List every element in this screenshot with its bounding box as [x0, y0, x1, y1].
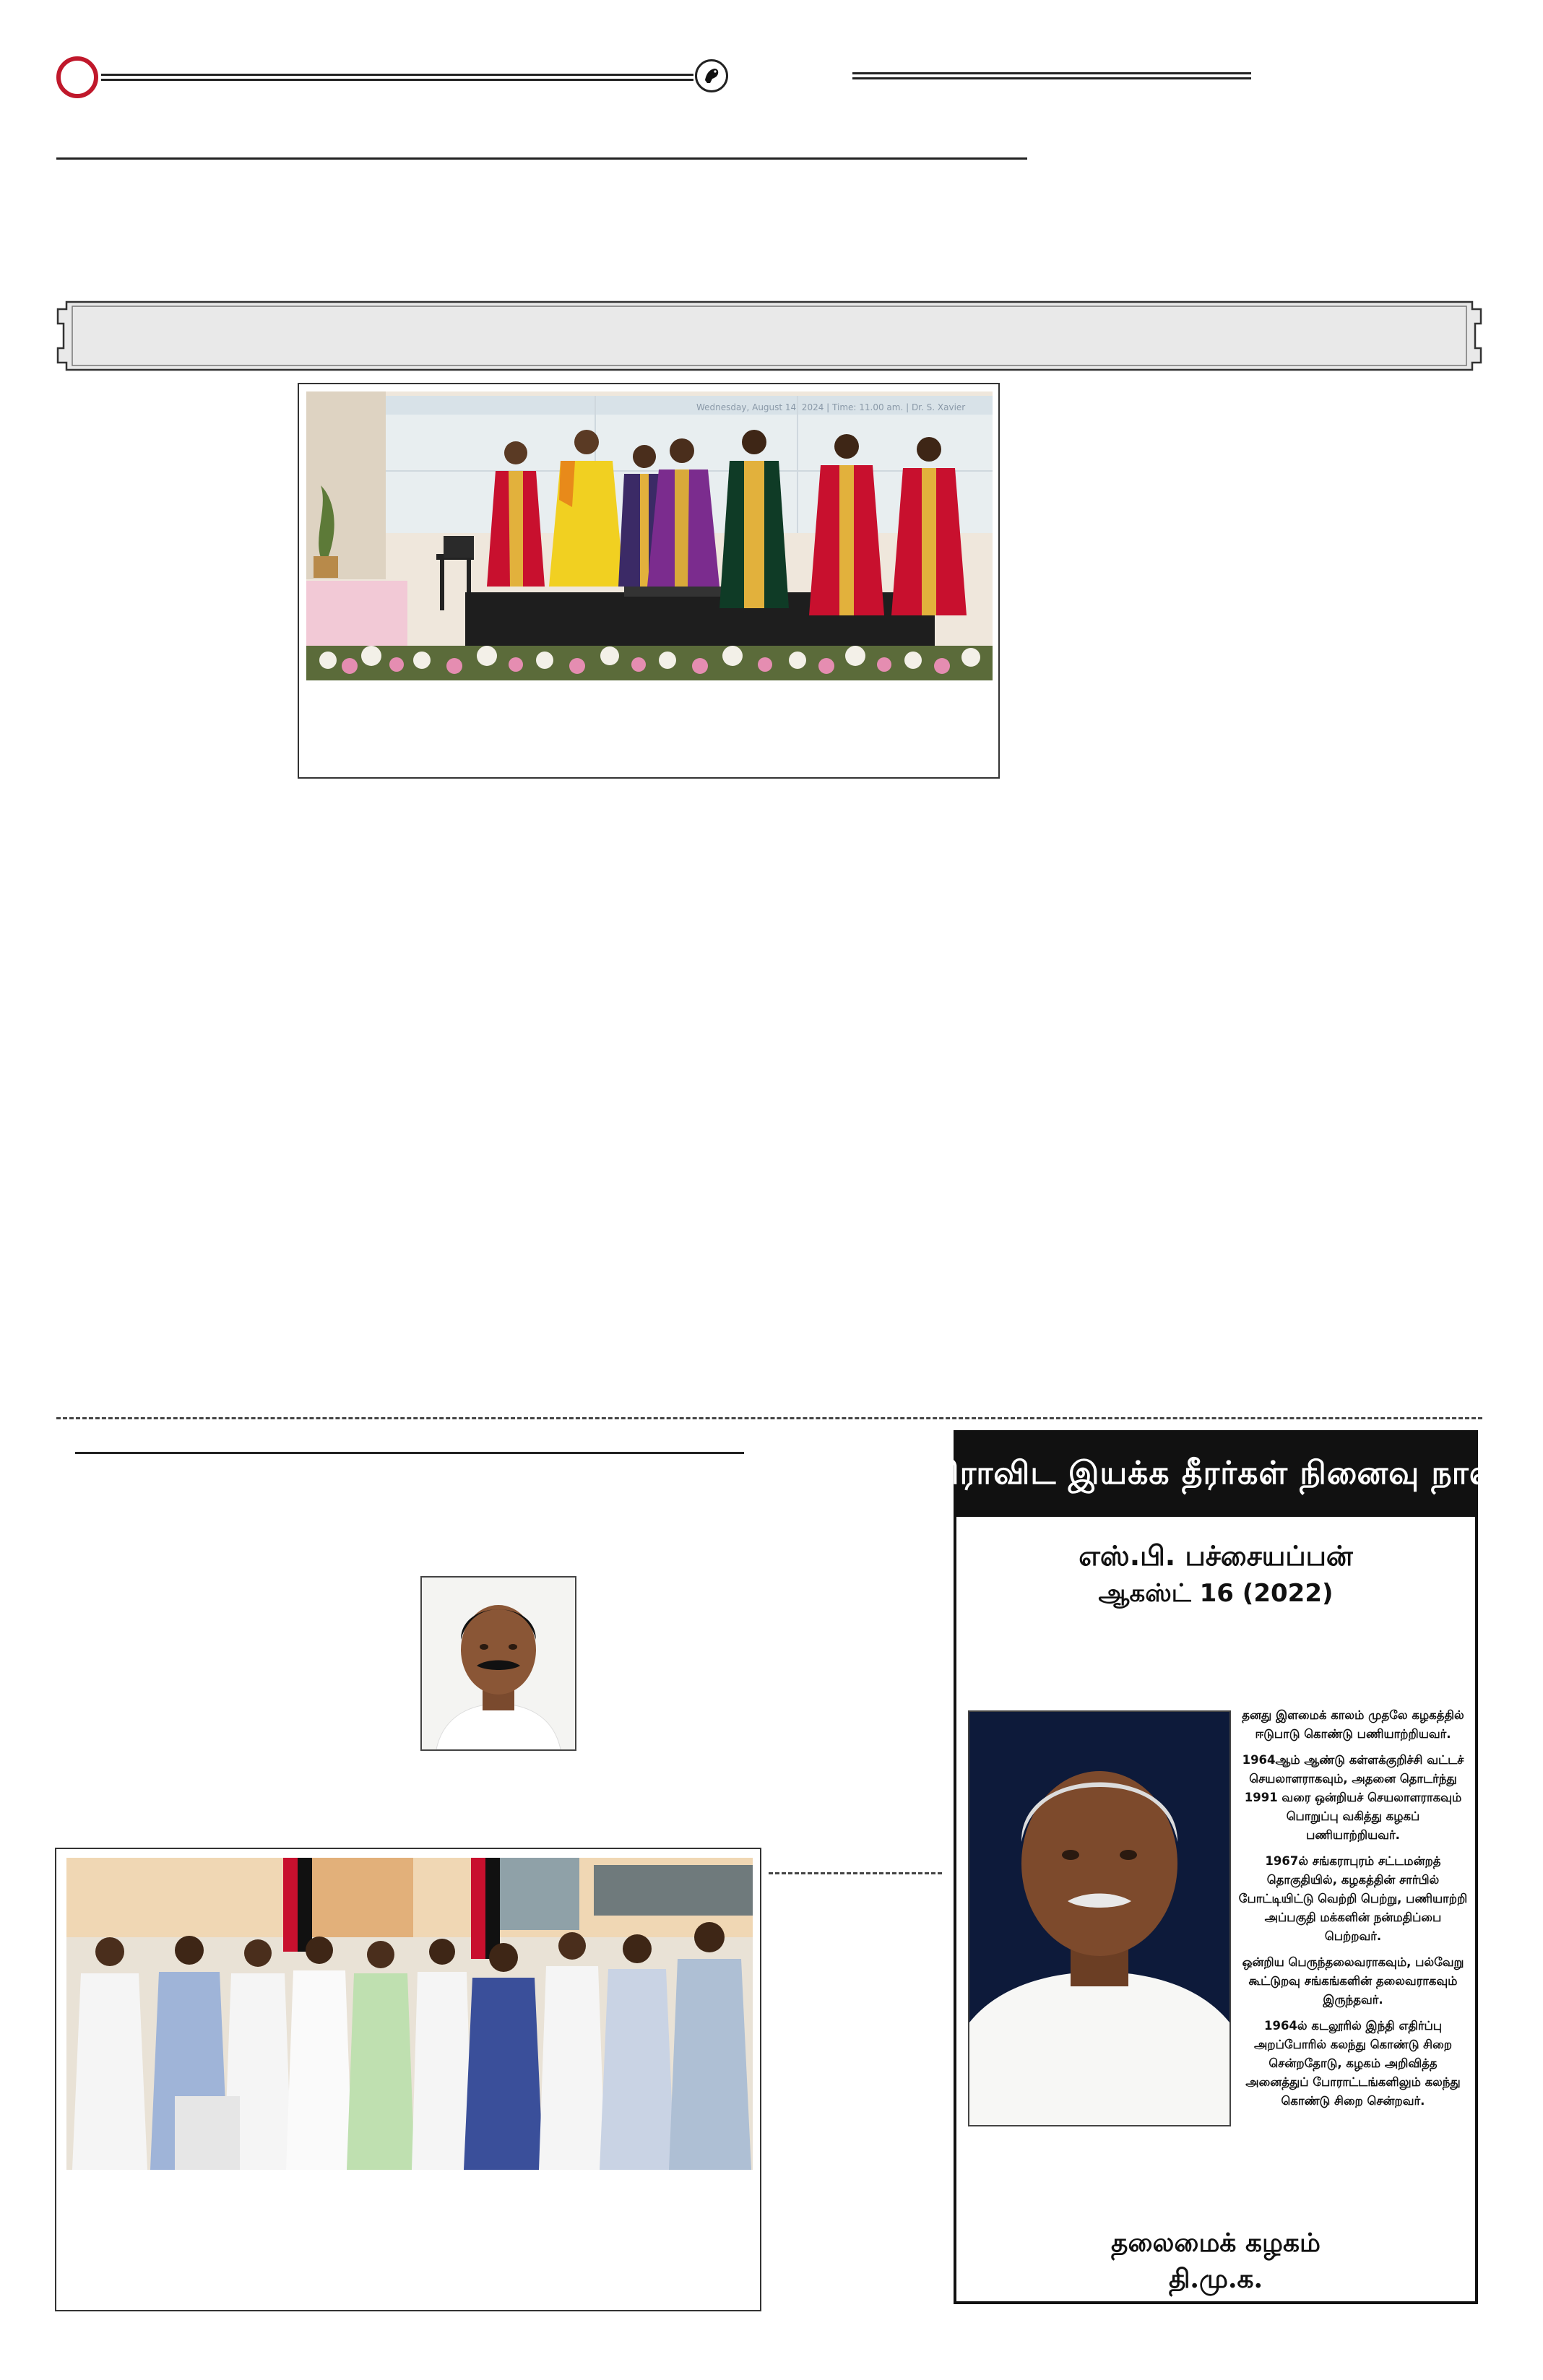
memorial-header — [933, 1433, 1499, 1517]
convocation-photo — [306, 391, 993, 680]
memorial-person-name: எஸ்.பி. பச்சையப்பன் — [1079, 1540, 1353, 1572]
memorial-notice — [933, 1430, 1499, 2304]
header-rule-left — [101, 74, 693, 81]
bio-paragraph: தனது இளமைக் காலம் முதலே கழகத்தில் ஈடுபாடு கொண்டு பணியாற்றியவர். — [1242, 1708, 1464, 1741]
memorial-title: திராவிட இயக்க தீரர்கள் நினைவு நாள் — [933, 1454, 1499, 1492]
lower-article-rule — [75, 1452, 744, 1454]
article-top-rule — [56, 157, 1027, 160]
tribute-event-photo — [66, 1858, 753, 2170]
memorial-signature-line2: தி.மு.க. — [1168, 2264, 1263, 2294]
bio-paragraph: 1967ல் சங்கராபுரம் சட்டமன்றத் தொகுதியில், கழகத்தின் சார்பில் போட்டியிட்டு வெற்றி பெற்று, பணியாற்றி அப்பகுதி மக்களின் நன்மதிப்பை பெற்றவர். — [1238, 1854, 1468, 1943]
bio-paragraph: 1964ஆம் ஆண்டு கள்ளக்குறிச்சி வட்டச் செயலாளராகவும், அதனை தொடர்ந்து 1991 வரை ஒன்றியச் செயலாளராகவும் பொறுப்பு வகித்து கழகப் பணியாற்றியவர். — [1242, 1753, 1464, 1842]
top-photo-frame — [298, 383, 1000, 779]
memorial-signature-line1: தலைமைக் கழகம் — [1111, 2228, 1321, 2258]
backdrop-text: Wednesday, August 14, 2024 | Time: 11.00 am. | Dr. S. Xavier — [696, 402, 966, 412]
memorial-portrait — [968, 1710, 1231, 2126]
memorial-biography — [1238, 1706, 1468, 2118]
page-number-marker — [56, 56, 98, 98]
memorial-date: ஆகஸ்ட் 16 (2022) — [1098, 1579, 1334, 1608]
bottom-photo-frame — [55, 1848, 761, 2311]
portrait-photo — [420, 1576, 576, 1751]
section-banner — [56, 298, 1482, 374]
side-divider — [769, 1872, 942, 1874]
bio-paragraph: 1964ல் கடலூரில் இந்தி எதிர்ப்பு அறப்போரில் கலந்து கொண்டு சிறை சென்றதோடு, கழகம் அறிவித்த அனைத்துப் போராட்டங்களிலும் கலந்து கொண்டு சிறை சென்றவர். — [1245, 2019, 1461, 2108]
header-rule-right — [852, 72, 1251, 79]
section-divider — [56, 1417, 1482, 1419]
party-emblem-icon — [695, 59, 728, 92]
bio-paragraph: ஒன்றிய பெருந்தலைவராகவும், பல்வேறு கூட்டுறவு சங்கங்களின் தலைவராகவும் இருந்தவர். — [1242, 1955, 1464, 2007]
